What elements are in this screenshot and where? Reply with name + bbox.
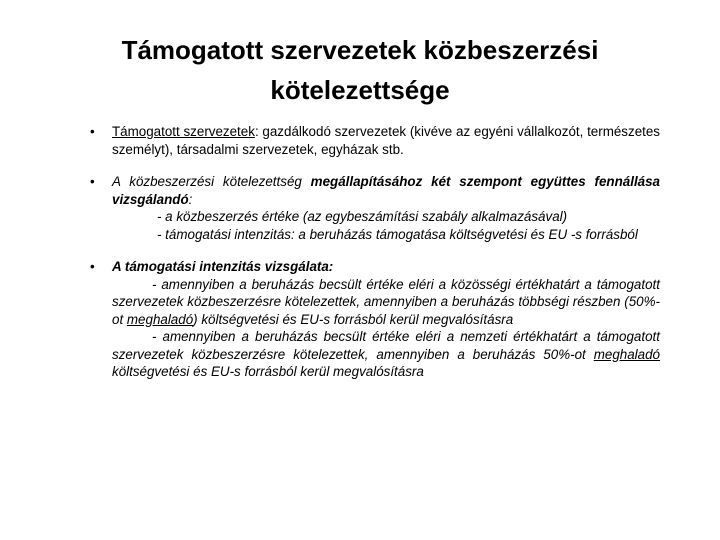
definition-text: : gazdálkodó szervezetek (kivéve az egyéni vállalkozót, természetes személyt), társadalmi szervezetek, egyházak stb. bbox=[112, 124, 661, 157]
community-threshold-paragraph bbox=[112, 276, 660, 329]
intro-text: A közbeszerzési kötelezettség bbox=[112, 174, 311, 189]
criterion-value: - a közbeszerzés értéke (az egybeszámítási szabály alkalmazásával) bbox=[157, 209, 568, 224]
bullet-item-procurement-obligation bbox=[90, 173, 660, 243]
bullet-icon: • bbox=[90, 174, 95, 189]
bullet-text bbox=[112, 123, 660, 158]
bullet-item-supported-organizations bbox=[90, 123, 660, 158]
title-line-1: Támogatott szervezetek közbeszerzési bbox=[121, 35, 599, 65]
intro-end: : bbox=[188, 191, 193, 207]
intro-bold-text: megállapításához két szempont együttes fennállása vizsgálandó bbox=[112, 174, 661, 207]
title-line-2: kötelezettsége bbox=[270, 75, 450, 105]
bullet-icon: • bbox=[90, 124, 95, 139]
bullet-icon: • bbox=[90, 259, 95, 274]
paragraph-text: költségvetési és EU-s forrásból kerül megvalósításra bbox=[112, 364, 424, 379]
bullet-text bbox=[112, 173, 660, 208]
underlined-term: meghaladó bbox=[126, 311, 194, 327]
paragraph-text: - amennyiben a beruházás becsült értéke eléri a közösségi értékhatárt a támogatott szervezetek közbeszerzésre kötelezettek, amennyiben a beruházás többségi részben (50%-ot bbox=[112, 276, 660, 327]
national-threshold-paragraph bbox=[112, 328, 660, 381]
page-title bbox=[0, 30, 720, 110]
bullet-item-intensity-examination bbox=[90, 258, 660, 381]
intensity-heading: A támogatási intenzitás vizsgálata: bbox=[112, 259, 334, 274]
underlined-term: meghaladó bbox=[593, 346, 660, 362]
criterion-intensity: - támogatási intenzitás: a beruházás támogatása költségvetési és EU -s forrásból bbox=[157, 226, 638, 242]
term-supported-organizations: Támogatott szervezetek bbox=[112, 124, 255, 139]
bullet-list bbox=[90, 123, 660, 381]
paragraph-text: - amennyiben a beruházás becsült értéke eléri a nemzeti értékhatárt a támogatott szervezetek közbeszerzésre kötelezettek, amennyiben a beruházás 50%-ot bbox=[112, 329, 660, 362]
paragraph-text: ) költségvetési és EU-s forrásból kerül megvalósításra bbox=[193, 311, 514, 327]
